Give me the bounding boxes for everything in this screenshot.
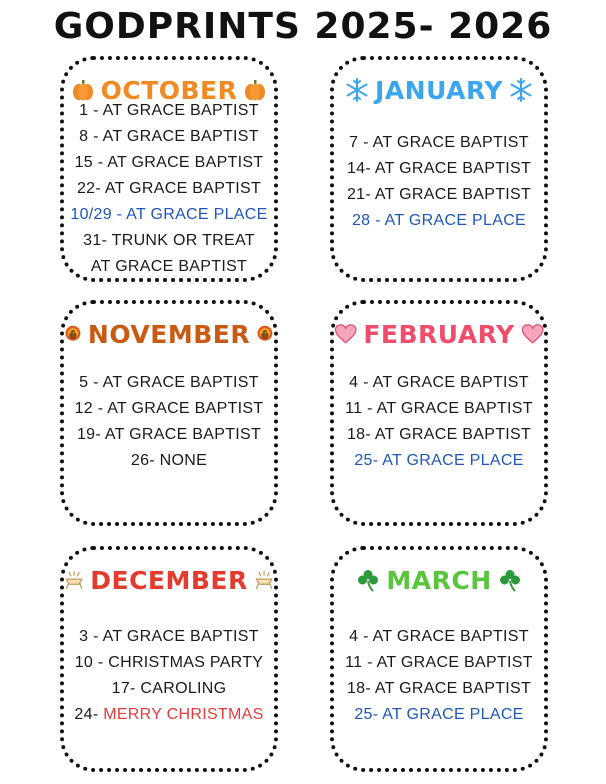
manger-icon: [64, 568, 84, 592]
february-dates: [334, 370, 544, 474]
list-item: 10/29 - AT GRACE PLACE: [70, 206, 268, 223]
shamrock-icon: [356, 568, 380, 592]
snowflake-icon: [509, 78, 533, 102]
month-march: MARCH: [386, 565, 492, 595]
list-item: 14- AT GRACE BAPTIST: [346, 160, 532, 177]
list-item: AT GRACE BAPTIST: [90, 258, 248, 275]
list-item: 7 - AT GRACE BAPTIST: [349, 134, 529, 151]
list-item: 19- AT GRACE BAPTIST: [76, 426, 262, 443]
march-dates: [334, 624, 544, 728]
card-december: [60, 546, 278, 772]
turkey-icon: [64, 322, 82, 346]
heart-icon: [521, 322, 544, 346]
page-title: GODPRINTS 2025- 2026: [53, 6, 553, 47]
list-item: 25- AT GRACE PLACE: [354, 452, 524, 469]
list-item: 12 - AT GRACE BAPTIST: [74, 400, 264, 417]
card-november: [60, 300, 278, 526]
card-march-header: [334, 560, 544, 600]
date-prefix: 24-: [74, 706, 104, 723]
list-item: 18- AT GRACE BAPTIST: [346, 680, 532, 697]
list-item: 8 - AT GRACE BAPTIST: [79, 128, 259, 145]
list-item: 10 - CHRISTMAS PARTY: [74, 654, 264, 671]
list-item: 21- AT GRACE BAPTIST: [346, 186, 532, 203]
manger-icon: [254, 568, 274, 592]
card-february-header: [334, 314, 544, 354]
list-item: [64, 702, 274, 728]
list-item: 1 - AT GRACE BAPTIST: [79, 102, 259, 119]
merry-christmas-text: MERRY CHRISTMAS: [103, 706, 264, 723]
list-item: 26- NONE: [130, 452, 208, 469]
list-item: 15 - AT GRACE BAPTIST: [74, 154, 264, 171]
month-january: JANUARY: [375, 75, 503, 105]
card-december-header: [64, 560, 274, 600]
list-item: 25- AT GRACE PLACE: [354, 706, 524, 723]
list-item: 11 - AT GRACE BAPTIST: [345, 400, 533, 417]
list-item: 5 - AT GRACE BAPTIST: [79, 374, 259, 391]
month-november: NOVEMBER: [87, 319, 251, 349]
list-item: 31- TRUNK OR TREAT: [83, 232, 255, 249]
list-item: 17- CAROLING: [111, 680, 227, 697]
card-march: [330, 546, 548, 772]
card-january-header: [334, 70, 544, 110]
list-item: 28 - AT GRACE PLACE: [351, 212, 527, 229]
december-dates: [64, 624, 274, 728]
month-october: OCTOBER: [100, 75, 238, 105]
list-item: 3 - AT GRACE BAPTIST: [79, 628, 259, 645]
month-december: DECEMBER: [90, 565, 248, 595]
turkey-icon: [256, 322, 274, 346]
card-february: [330, 300, 548, 526]
list-item: 4 - AT GRACE BAPTIST: [349, 628, 529, 645]
snowflake-icon: [345, 78, 369, 102]
card-january: [330, 56, 548, 282]
shamrock-icon: [498, 568, 522, 592]
list-item: 22- AT GRACE BAPTIST: [76, 180, 262, 197]
month-february: FEBRUARY: [363, 319, 515, 349]
heart-icon: [334, 322, 357, 346]
list-item: 4 - AT GRACE BAPTIST: [349, 374, 529, 391]
january-dates: [334, 130, 544, 234]
october-dates: [64, 98, 274, 280]
list-item: 11 - AT GRACE BAPTIST: [345, 654, 533, 671]
card-october: [60, 56, 278, 282]
list-item: 18- AT GRACE BAPTIST: [346, 426, 532, 443]
november-dates: [64, 370, 274, 474]
card-november-header: [64, 314, 274, 354]
